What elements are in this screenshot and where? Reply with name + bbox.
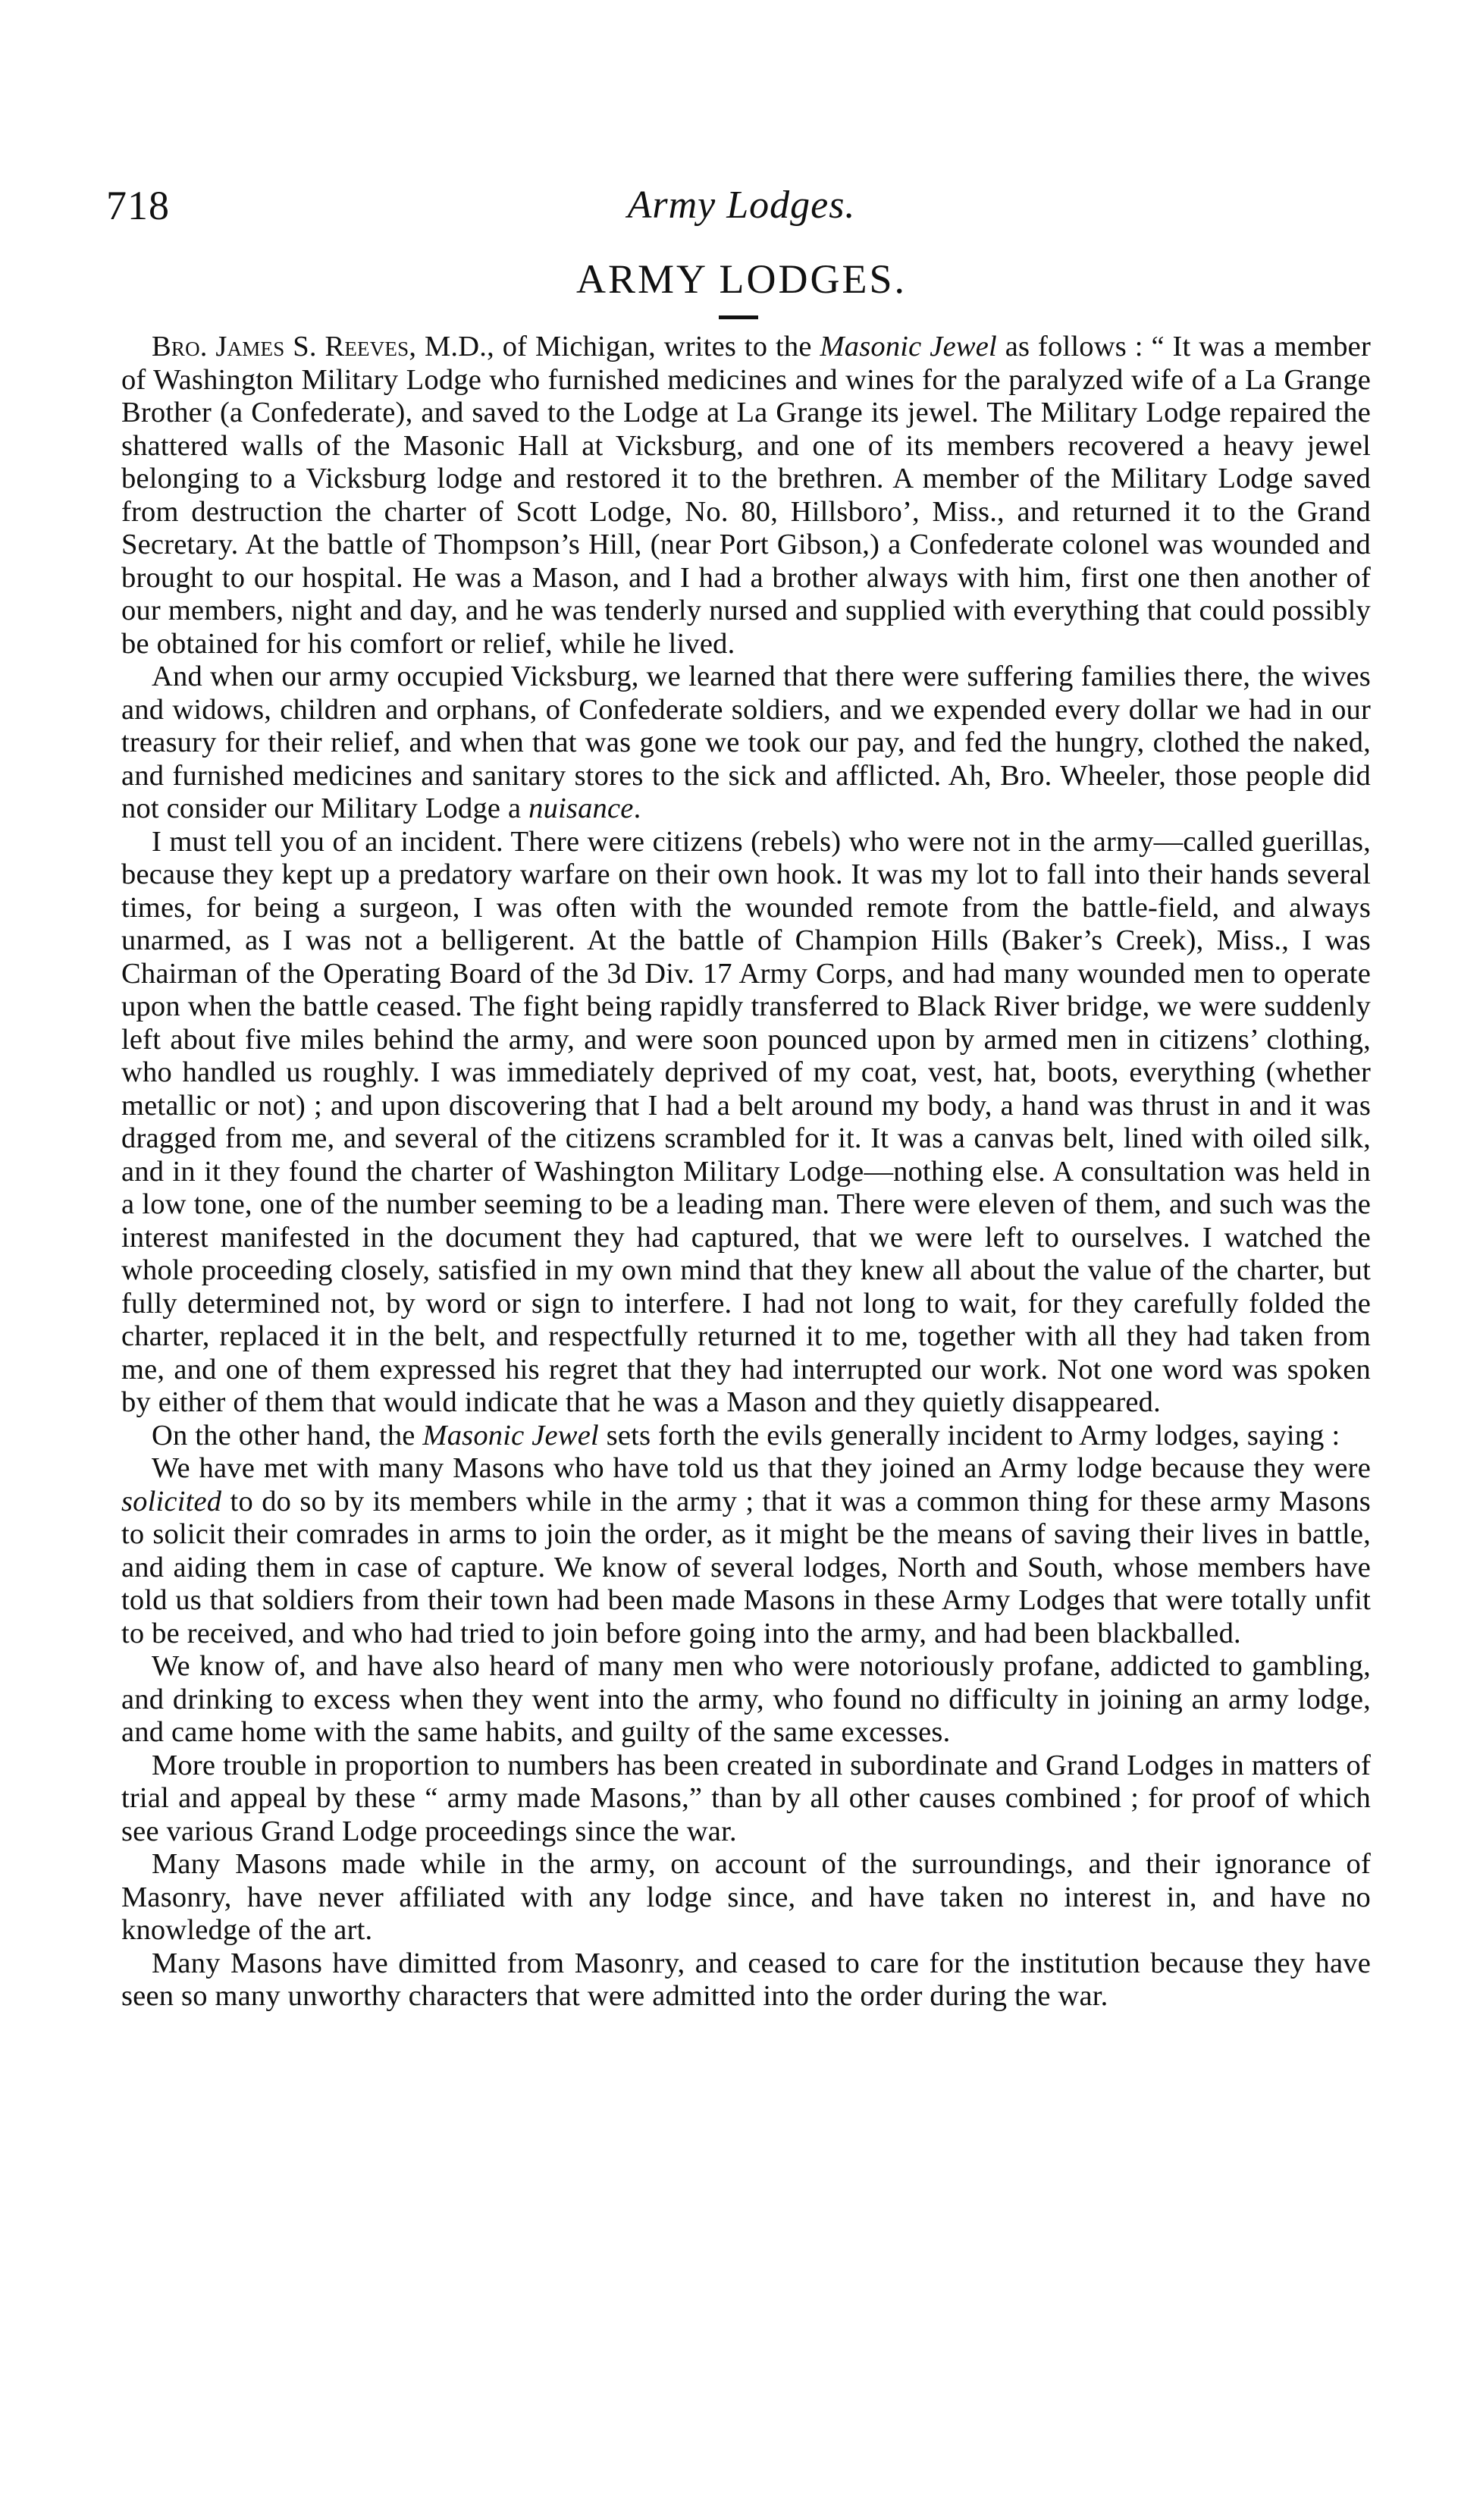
- paragraph-7: More trouble in proportion to numbers has been created in subordinate and Grand Lodges in matters of trial and appeal by these “ army made Masons,” than by all other causes combined ; for proof of which see various Grand Lodge proceedings since the war.: [121, 1749, 1371, 1847]
- paragraph-5-text-a: We have met with many Masons who have told us that they joined an Army lodge because they were: [152, 1452, 1371, 1484]
- paragraph-2-text-a: And when our army occupied Vicksburg, we learned that there were suffering families there, the wives and widows, children and orphans, of Confederate soldiers, and we expended every dollar we had in our treasury for their relief, and when that was gone we took our pay, and fed the hungry, clothed the naked, and furnished medicines and sanitary stores to the sick and afflicted. Ah, Bro. Wheeler, those people did not consider our Military Lodge a: [121, 661, 1371, 824]
- running-title: Army Lodges.: [627, 184, 856, 227]
- emphasis-solicited: solicited: [121, 1485, 222, 1517]
- paragraph-4-text-a: On the other hand, the: [152, 1419, 423, 1451]
- paragraph-4: [121, 1420, 1371, 1453]
- paragraph-5-text-b: to do so by its members while in the army ; that it was a common thing for these army Masons to solicit their comrades in arms to join the order, as it might be the means of saving their lives in battle, and aiding them in case of capture. We know of several lodges, North and South, whose members have told us that soldiers from their town had been made Masons in these Army Lodges that were totally unfit to be received, and who had tried to join before going into the army, and had been blackballed.: [121, 1485, 1371, 1649]
- paragraph-4-text-b: sets forth the evils generally incident to Army lodges, saying :: [598, 1419, 1340, 1451]
- paragraph-1-text-a: , M.D., of Michigan, writes to the: [409, 331, 820, 362]
- paragraph-2-text-b: .: [633, 792, 641, 824]
- paragraph-1: [121, 331, 1371, 661]
- article-body: [121, 331, 1371, 2013]
- page-number: 718: [106, 183, 170, 228]
- paragraph-8: Many Masons made while in the army, on account of the surroundings, and their ignorance of Masonry, have never affiliated with any lodge since, and have taken no interest in, and have no knowledge of the art.: [121, 1848, 1371, 1946]
- paragraph-9: Many Masons have dimitted from Masonry, and ceased to care for the institution because they have seen so many unworthy characters that were admitted into the order during the war.: [121, 1947, 1371, 2012]
- running-head: [0, 179, 1483, 232]
- emphasis-nuisance: nuisance: [528, 792, 634, 824]
- paragraph-1-text-b: as follows : “ It was a member of Washington Military Lodge who furnished medicines and wines for the paralyzed wife of a La Grange Brother (a Confederate), and saved to the Lodge at La Grange its jewel. The Military Lodge repaired the shattered walls of the Masonic Hall at Vicksburg, and one of its members recovered a heavy jewel belonging to a Vicksburg lodge and restored it to the brethren. A member of the Military Lodge saved from destruction the charter of Scott Lodge, No. 80, Hillsboro’, Miss., and returned it to the Grand Secretary. At the battle of Thompson’s Hill, (near Port Gibson,) a Confederate colonel was wounded and brought to our hospital. He was a Mason, and I had a brother always with him, first one then another of our members, night and day, and he was tenderly nursed and supplied with everything that could possibly be obtained for his comfort or relief, while he lived.: [121, 331, 1371, 660]
- author-name: Bro. James S. Reeves: [152, 331, 409, 362]
- title-rule: [719, 315, 758, 319]
- paragraph-3: I must tell you of an incident. There were citizens (rebels) who were not in the army—called guerillas, because they kept up a predatory warfare on their own hook. It was my lot to fall into their hands several times, for being a surgeon, I was often with the wounded remote from the battle-field, and always unarmed, as I was not a belligerent. At the battle of Champion Hills (Baker’s Creek), Miss., I was Chairman of the Operating Board of the 3d Div. 17 Army Corps, and had many wounded men to operate upon when the battle ceased. The fight being rapidly transferred to Black River bridge, we were suddenly left about five miles behind the army, and were soon pounced upon by armed men in citizens’ clothing, who handled us roughly. I was immediately deprived of my coat, vest, hat, boots, everything (whether metallic or not) ; and upon discovering that I had a belt around my body, a hand was thrust in and it was dragged from me, and several of the citizens scrambled for it. It was a canvas belt, lined with oiled silk, and in it they found the charter of Washington Military Lodge—nothing else. A consultation was held in a low tone, one of the number seeming to be a leading man. There were eleven of them, and such was the interest manifested in the document they had captured, that we were left to ourselves. I watched the whole proceeding closely, satisfied in my own mind that they knew all about the value of the charter, but fully determined not, by word or sign to interfere. I had not long to wait, for they carefully folded the charter, replaced it in the belt, and respectfully returned it to me, together with all they had taken from me, and one of them expressed his regret that they had interrupted our work. Not one word was spoken by either of them that would indicate that he was a Mason and they quietly disappeared.: [121, 825, 1371, 1418]
- paragraph-5: [121, 1452, 1371, 1650]
- article-title: ARMY LODGES.: [575, 256, 908, 302]
- journal-title: Masonic Jewel: [820, 331, 997, 362]
- paragraph-6: We know of, and have also heard of many men who were notoriously profane, addicted to gambling, and drinking to excess when they went into the army, who found no difficulty in joining an army lodge, and came home with the same habits, and guilty of the same excesses.: [121, 1650, 1371, 1748]
- paragraph-2: [121, 661, 1371, 826]
- journal-title: Masonic Jewel: [422, 1419, 599, 1451]
